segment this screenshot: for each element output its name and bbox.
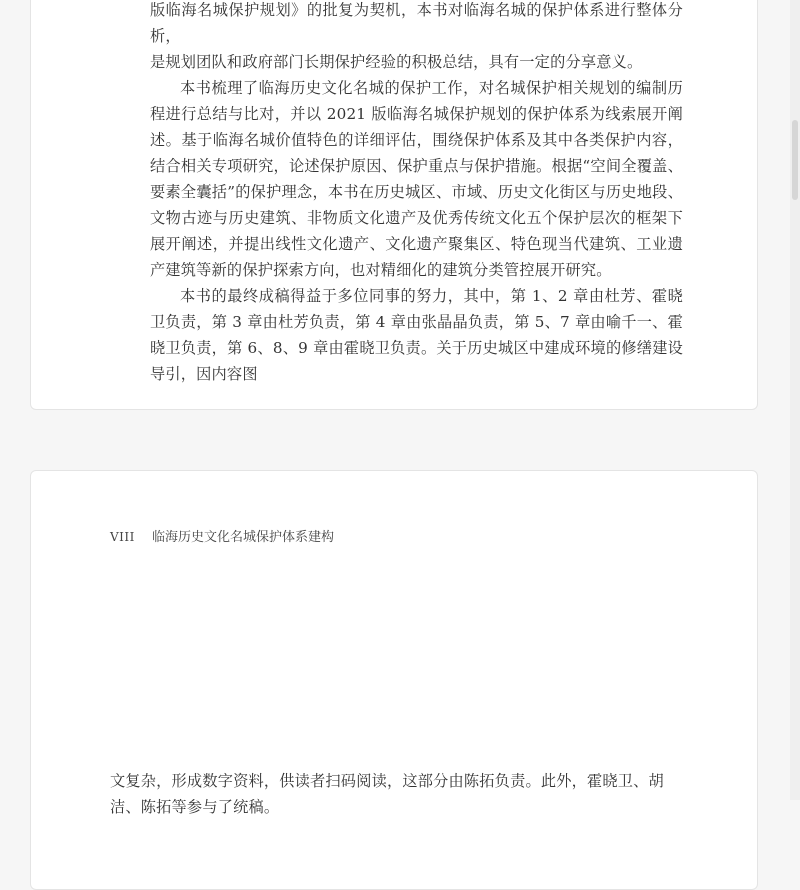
paragraph: 本书梳理了临海历史文化名城的保护工作，对名城保护相关规划的编制历程进行总结与比对，并以 2021 版临海名城保护规划的保护体系为线索展开阐述。基于临海名城价值特色的详细评估，围绕保护体系及其中各类保护内容，结合相关专项研究，论述保护原因、保护重点与保护措施。根据“空间全覆盖、要素全囊括”的保护理念，本书在历史城区、市域、历史文化街区与历史地段、文物古迹与历史建筑、非物质文化遗产及优秀传统文化五个保护层次的框架下展开阐述，并提出线性文化遗产、文化遗产聚集区、特色现当代建筑、工业遗产建筑等新的保护探索方向，也对精细化的建筑分类管控展开研究。: [150, 79, 683, 279]
paragraph-continued: [150, 0, 683, 75]
vertical-scrollbar[interactable]: [790, 0, 800, 800]
book-title: 临海历史文化名城保护体系建构: [152, 530, 335, 545]
page-viii: [30, 470, 758, 890]
page-body: [150, 0, 683, 387]
running-header: [110, 526, 334, 545]
paragraph: 本书的最终成稿得益于多位同事的努力，其中，第 1、2 章由杜芳、霍晓卫负责，第 3 章由杜芳负责，第 4 章由张晶晶负责，第 5、7 章由喻千一、霍晓卫负责，第 6、8、9 章由霍晓卫负责。关于历史城区中建成环境的修缮建设导引，因内容图: [150, 287, 683, 383]
text-line: 是规划团队和政府部门长期保护经验的积极总结，具有一定的分享意义。: [150, 53, 643, 71]
page-body: [110, 768, 670, 820]
page-number: VIII: [110, 530, 135, 544]
scrollbar-thumb[interactable]: [792, 120, 798, 200]
page-vii: [30, 0, 758, 410]
text-line: 洁、陈拓等参与了统稿。: [110, 798, 280, 816]
text-line: 版临海名城保护规划》的批复为契机，本书对临海名城的保护体系进行整体分析，: [150, 1, 683, 45]
text-line: 文复杂，形成数字资料，供读者扫码阅读，这部分由陈拓负责。此外，霍晓卫、胡: [110, 772, 664, 790]
paragraph-continued: [110, 768, 670, 820]
